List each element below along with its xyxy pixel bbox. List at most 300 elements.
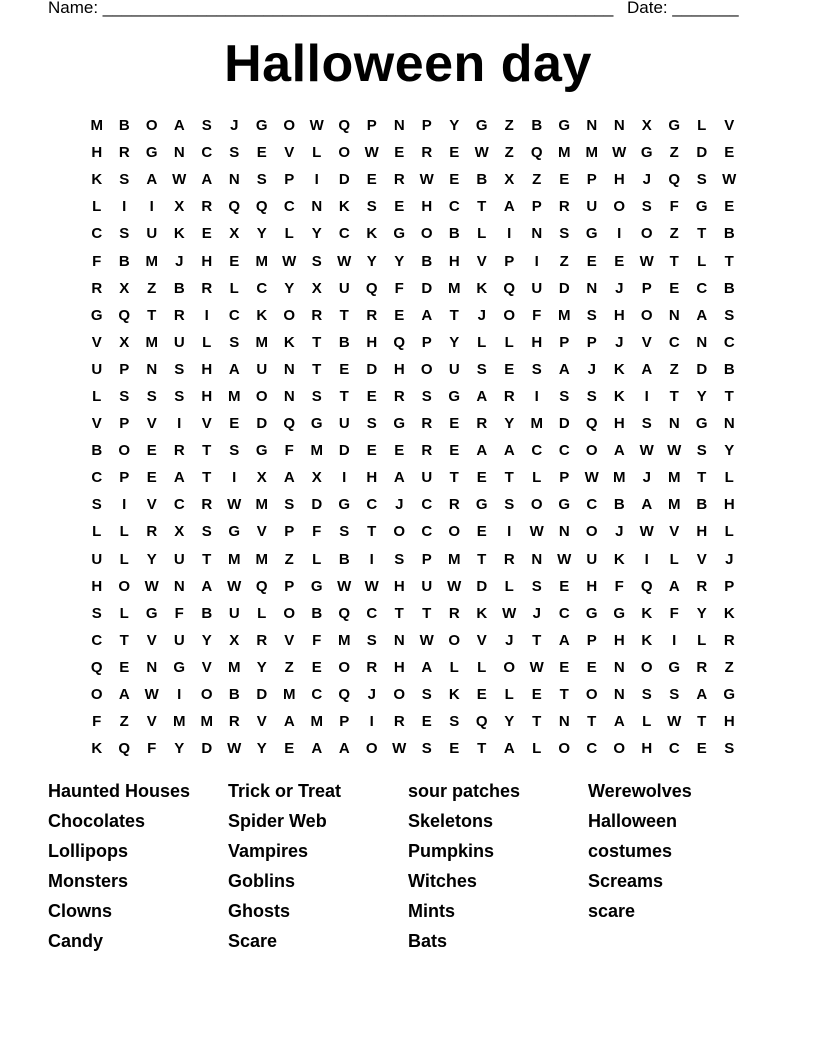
- grid-letter: E: [559, 171, 570, 189]
- grid-letter: L: [119, 523, 129, 541]
- grid-letter: I: [232, 469, 237, 487]
- grid-letter: Q: [475, 713, 488, 731]
- grid-letter: A: [283, 469, 295, 487]
- grid-letter: O: [283, 117, 296, 135]
- grid-letter: S: [421, 686, 432, 704]
- grid-letter: Z: [504, 117, 514, 135]
- grid-letter: U: [586, 550, 598, 568]
- grid-letter: H: [366, 333, 378, 351]
- grid-letter: N: [393, 631, 405, 649]
- grid-letter: X: [119, 279, 130, 297]
- word-list-item: Scare: [228, 931, 278, 951]
- grid-letter: G: [393, 225, 406, 243]
- grid-letter: V: [476, 252, 487, 270]
- grid-letter: L: [119, 550, 129, 568]
- grid-letter: O: [585, 686, 598, 704]
- grid-letter: D: [256, 686, 268, 704]
- grid-letter: B: [531, 117, 543, 135]
- grid-letter: K: [476, 604, 488, 622]
- word-list-item: Mints: [408, 901, 455, 921]
- grid-letter: N: [283, 360, 295, 378]
- grid-letter: M: [585, 144, 598, 162]
- grid-letter: Z: [147, 279, 157, 297]
- grid-letter: Q: [503, 279, 516, 297]
- grid-letter: G: [338, 496, 351, 514]
- grid-letter: L: [532, 740, 542, 758]
- grid-letter: Y: [146, 550, 157, 568]
- grid-letter: T: [202, 442, 212, 460]
- grid-letter: S: [449, 713, 460, 731]
- grid-letter: K: [173, 225, 185, 243]
- grid-letter: O: [200, 686, 213, 704]
- grid-row: [83, 112, 743, 139]
- grid-letter: V: [256, 523, 267, 541]
- grid-letter: X: [229, 225, 240, 243]
- grid-letter: O: [613, 740, 626, 758]
- grid-letter: N: [558, 523, 570, 541]
- grid-letter: T: [367, 523, 377, 541]
- grid-letter: R: [311, 306, 323, 324]
- grid-letter: M: [173, 713, 186, 731]
- grid-letter: E: [586, 252, 597, 270]
- grid-letter: P: [504, 252, 515, 270]
- grid-letter: E: [559, 658, 570, 676]
- grid-letter: W: [639, 523, 654, 541]
- grid-letter: A: [668, 577, 680, 595]
- grid-row: [83, 654, 743, 681]
- grid-letter: A: [393, 469, 405, 487]
- grid-letter: B: [723, 279, 735, 297]
- grid-letter: M: [448, 279, 461, 297]
- grid-letter: C: [668, 333, 680, 351]
- grid-letter: M: [228, 387, 241, 405]
- grid-letter: S: [696, 442, 707, 460]
- grid-letter: E: [146, 442, 157, 460]
- grid-letter: W: [667, 713, 682, 731]
- grid-letter: L: [669, 550, 679, 568]
- grid-letter: R: [228, 713, 240, 731]
- grid-letter: L: [284, 225, 294, 243]
- grid-letter: K: [448, 686, 460, 704]
- grid-letter: S: [91, 496, 102, 514]
- grid-letter: N: [586, 117, 598, 135]
- grid-letter: P: [531, 198, 542, 216]
- grid-letter: V: [696, 550, 707, 568]
- grid-letter: S: [366, 631, 377, 649]
- grid-letter: H: [613, 171, 625, 189]
- word-list-item: Screams: [588, 871, 664, 891]
- page-title: Halloween day: [224, 35, 592, 93]
- grid-letter: P: [586, 333, 597, 351]
- grid-letter: C: [531, 442, 543, 460]
- grid-letter: W: [722, 171, 737, 189]
- grid-letter: W: [144, 577, 159, 595]
- grid-letter: O: [503, 658, 516, 676]
- grid-letter: N: [283, 387, 295, 405]
- grid-letter: W: [144, 686, 159, 704]
- grid-letter: T: [477, 550, 487, 568]
- grid-letter: A: [476, 387, 488, 405]
- grid-letter: B: [228, 686, 240, 704]
- grid-letter: H: [393, 577, 405, 595]
- grid-letter: I: [342, 469, 347, 487]
- word-list-item: Haunted Houses: [48, 781, 191, 801]
- grid-letter: E: [449, 415, 460, 433]
- grid-letter: T: [724, 252, 734, 270]
- grid-letter: R: [366, 658, 378, 676]
- grid-letter: N: [146, 360, 158, 378]
- grid-letter: Q: [228, 198, 241, 216]
- grid-letter: L: [504, 686, 514, 704]
- grid-letter: I: [177, 686, 182, 704]
- grid-letter: C: [201, 144, 213, 162]
- grid-letter: W: [337, 577, 352, 595]
- grid-letter: V: [476, 631, 487, 649]
- grid-letter: J: [615, 333, 624, 351]
- grid-letter: E: [476, 523, 487, 541]
- grid-letter: A: [118, 686, 130, 704]
- grid-letter: T: [422, 604, 432, 622]
- grid-letter: D: [558, 415, 570, 433]
- grid-row: [83, 383, 743, 410]
- grid-letter: Z: [119, 713, 129, 731]
- grid-letter: R: [476, 415, 488, 433]
- grid-letter: W: [529, 523, 544, 541]
- grid-letter: O: [503, 306, 516, 324]
- grid-letter: O: [420, 225, 433, 243]
- grid-letter: E: [476, 469, 487, 487]
- grid-letter: Q: [338, 604, 351, 622]
- word-list-item: costumes: [588, 841, 673, 861]
- grid-letter: F: [614, 577, 624, 595]
- grid-letter: C: [338, 225, 350, 243]
- grid-letter: E: [201, 225, 212, 243]
- grid-letter: I: [369, 713, 374, 731]
- grid-letter: B: [448, 225, 460, 243]
- grid-row: [83, 410, 743, 437]
- grid-letter: B: [723, 360, 735, 378]
- grid-letter: G: [585, 225, 598, 243]
- grid-letter: V: [146, 631, 157, 649]
- grid-letter: I: [369, 550, 374, 568]
- grid-letter: U: [421, 577, 433, 595]
- grid-letter: N: [723, 415, 735, 433]
- grid-letter: W: [447, 577, 462, 595]
- grid-letter: K: [613, 360, 625, 378]
- grid-letter: C: [228, 306, 240, 324]
- grid-row: [83, 491, 743, 518]
- grid-letter: V: [284, 631, 295, 649]
- grid-letter: C: [173, 496, 185, 514]
- grid-letter: Q: [118, 740, 131, 758]
- grid-letter: O: [338, 144, 351, 162]
- grid-letter: H: [393, 658, 405, 676]
- grid-letter: W: [392, 740, 407, 758]
- grid-letter: J: [367, 686, 376, 704]
- grid-letter: D: [476, 577, 488, 595]
- grid-letter: S: [559, 225, 570, 243]
- grid-letter: X: [311, 469, 322, 487]
- grid-letter: J: [615, 523, 624, 541]
- grid-letter: M: [558, 306, 571, 324]
- grid-letter: Y: [284, 279, 295, 297]
- grid-letter: P: [724, 577, 735, 595]
- grid-letter: J: [587, 360, 596, 378]
- grid-letter: I: [617, 225, 622, 243]
- grid-letter: N: [696, 333, 708, 351]
- grid-letter: Z: [669, 360, 679, 378]
- grid-letter: B: [696, 496, 708, 514]
- grid-letter: L: [119, 604, 129, 622]
- grid-letter: S: [421, 740, 432, 758]
- grid-letter: S: [696, 171, 707, 189]
- grid-letter: W: [282, 252, 297, 270]
- word-list-item: Chocolates: [48, 811, 146, 831]
- grid-letter: D: [558, 279, 570, 297]
- grid-letter: L: [257, 604, 267, 622]
- grid-letter: C: [256, 279, 268, 297]
- grid-letter: S: [641, 686, 652, 704]
- grid-letter: N: [613, 686, 625, 704]
- grid-letter: J: [395, 496, 404, 514]
- grid-letter: V: [91, 415, 102, 433]
- grid-letter: P: [559, 469, 570, 487]
- grid-letter: U: [228, 604, 240, 622]
- grid-letter: K: [338, 198, 350, 216]
- grid-letter: T: [339, 306, 349, 324]
- grid-letter: P: [586, 171, 597, 189]
- grid-letter: E: [394, 442, 405, 460]
- grid-letter: W: [557, 550, 572, 568]
- grid-letter: A: [201, 577, 213, 595]
- grid-letter: G: [695, 415, 708, 433]
- grid-letter: E: [311, 658, 322, 676]
- grid-letter: G: [310, 415, 323, 433]
- grid-letter: A: [558, 360, 570, 378]
- grid-letter: O: [283, 306, 296, 324]
- grid-letter: N: [558, 713, 570, 731]
- grid-letter: S: [146, 387, 157, 405]
- grid-letter: K: [613, 550, 625, 568]
- grid-letter: C: [558, 442, 570, 460]
- grid-letter: T: [312, 360, 322, 378]
- grid-letter: Y: [311, 225, 322, 243]
- grid-letter: O: [145, 117, 158, 135]
- grid-letter: S: [174, 387, 185, 405]
- grid-letter: Z: [504, 144, 514, 162]
- grid-letter: W: [227, 496, 242, 514]
- grid-letter: T: [669, 252, 679, 270]
- grid-letter: E: [449, 442, 460, 460]
- grid-letter: Q: [338, 686, 351, 704]
- grid-letter: C: [448, 198, 460, 216]
- grid-letter: S: [119, 225, 130, 243]
- grid-letter: Y: [696, 387, 707, 405]
- grid-letter: G: [90, 306, 103, 324]
- grid-letter: A: [696, 686, 708, 704]
- grid-letter: L: [477, 225, 487, 243]
- grid-letter: I: [644, 387, 649, 405]
- grid-letter: M: [90, 117, 103, 135]
- grid-letter: G: [640, 144, 653, 162]
- grid-letter: V: [284, 144, 295, 162]
- grid-letter: O: [420, 360, 433, 378]
- grid-letter: E: [366, 442, 377, 460]
- grid-letter: Y: [201, 631, 212, 649]
- grid-letter: B: [201, 604, 213, 622]
- grid-letter: C: [91, 225, 103, 243]
- grid-letter: A: [311, 740, 323, 758]
- grid-row: [83, 708, 743, 735]
- word-search-grid: [83, 112, 743, 762]
- word-list-item: Bats: [408, 931, 448, 951]
- grid-letter: C: [723, 333, 735, 351]
- word-list-column: [588, 778, 768, 928]
- grid-letter: S: [174, 360, 185, 378]
- grid-letter: U: [448, 360, 460, 378]
- grid-letter: M: [448, 550, 461, 568]
- grid-letter: I: [122, 496, 127, 514]
- grid-row: [83, 220, 743, 247]
- grid-letter: I: [204, 306, 209, 324]
- grid-letter: S: [504, 496, 515, 514]
- grid-letter: K: [366, 225, 378, 243]
- grid-letter: R: [723, 631, 735, 649]
- grid-letter: O: [558, 740, 571, 758]
- grid-letter: T: [477, 198, 487, 216]
- grid-letter: H: [641, 740, 653, 758]
- grid-letter: D: [338, 442, 350, 460]
- grid-letter: F: [312, 631, 322, 649]
- grid-letter: W: [639, 252, 654, 270]
- grid-letter: O: [255, 387, 268, 405]
- grid-letter: N: [173, 144, 185, 162]
- grid-letter: Y: [394, 252, 405, 270]
- grid-letter: R: [256, 631, 268, 649]
- grid-letter: J: [477, 306, 486, 324]
- grid-letter: S: [284, 496, 295, 514]
- grid-letter: A: [146, 171, 158, 189]
- grid-letter: E: [559, 577, 570, 595]
- grid-letter: O: [640, 306, 653, 324]
- grid-letter: E: [504, 360, 515, 378]
- grid-letter: L: [312, 144, 322, 162]
- grid-letter: T: [449, 306, 459, 324]
- grid-row: [83, 166, 743, 193]
- grid-letter: J: [642, 171, 651, 189]
- grid-letter: M: [228, 550, 241, 568]
- grid-letter: N: [531, 550, 543, 568]
- grid-letter: G: [475, 496, 488, 514]
- word-list-item: Candy: [48, 931, 104, 951]
- grid-row: [83, 247, 743, 274]
- grid-letter: S: [531, 577, 542, 595]
- grid-letter: E: [476, 686, 487, 704]
- grid-letter: E: [586, 658, 597, 676]
- grid-letter: W: [227, 577, 242, 595]
- grid-letter: L: [724, 523, 734, 541]
- grid-letter: E: [394, 306, 405, 324]
- grid-letter: V: [146, 415, 157, 433]
- grid-letter: I: [534, 252, 539, 270]
- grid-letter: W: [474, 144, 489, 162]
- grid-letter: P: [119, 415, 130, 433]
- grid-letter: H: [613, 631, 625, 649]
- grid-letter: B: [338, 333, 350, 351]
- grid-letter: P: [119, 469, 130, 487]
- grid-letter: J: [725, 550, 734, 568]
- grid-letter: J: [230, 117, 239, 135]
- grid-letter: A: [558, 631, 570, 649]
- date-field-line: Date: _______: [627, 0, 739, 17]
- grid-letter: E: [284, 740, 295, 758]
- grid-letter: S: [724, 740, 735, 758]
- grid-letter: T: [587, 713, 597, 731]
- grid-letter: W: [172, 171, 187, 189]
- grid-letter: H: [613, 306, 625, 324]
- grid-letter: K: [91, 171, 103, 189]
- grid-letter: S: [421, 387, 432, 405]
- grid-letter: A: [173, 117, 185, 135]
- grid-letter: V: [146, 713, 157, 731]
- grid-letter: H: [531, 333, 543, 351]
- grid-letter: T: [449, 469, 459, 487]
- grid-letter: I: [122, 198, 127, 216]
- grid-letter: E: [366, 171, 377, 189]
- grid-letter: I: [177, 415, 182, 433]
- grid-letter: I: [507, 225, 512, 243]
- grid-letter: X: [174, 198, 185, 216]
- grid-letter: G: [695, 198, 708, 216]
- grid-letter: S: [724, 306, 735, 324]
- grid-letter: U: [91, 550, 103, 568]
- grid-letter: E: [146, 469, 157, 487]
- grid-row: [83, 600, 743, 627]
- grid-letter: B: [613, 496, 625, 514]
- grid-letter: E: [229, 415, 240, 433]
- grid-letter: D: [421, 279, 433, 297]
- grid-letter: H: [723, 713, 735, 731]
- grid-letter: P: [284, 523, 295, 541]
- grid-letter: N: [613, 658, 625, 676]
- grid-letter: E: [669, 279, 680, 297]
- grid-letter: U: [256, 360, 268, 378]
- grid-letter: F: [174, 604, 184, 622]
- grid-letter: H: [723, 496, 735, 514]
- grid-letter: G: [723, 686, 736, 704]
- word-list-item: Monsters: [48, 871, 129, 891]
- grid-letter: O: [118, 577, 131, 595]
- grid-letter: G: [145, 604, 158, 622]
- grid-row: [83, 681, 743, 708]
- grid-letter: R: [696, 577, 708, 595]
- grid-letter: K: [641, 604, 653, 622]
- grid-letter: K: [723, 604, 735, 622]
- grid-letter: Q: [255, 198, 268, 216]
- grid-letter: U: [421, 469, 433, 487]
- grid-letter: E: [366, 387, 377, 405]
- grid-letter: Z: [669, 225, 679, 243]
- grid-letter: R: [173, 442, 185, 460]
- grid-letter: U: [173, 550, 185, 568]
- grid-letter: G: [475, 117, 488, 135]
- grid-letter: A: [503, 198, 515, 216]
- grid-letter: Y: [449, 333, 460, 351]
- grid-letter: L: [229, 279, 239, 297]
- grid-letter: A: [476, 442, 488, 460]
- grid-letter: K: [613, 387, 625, 405]
- grid-letter: M: [283, 686, 296, 704]
